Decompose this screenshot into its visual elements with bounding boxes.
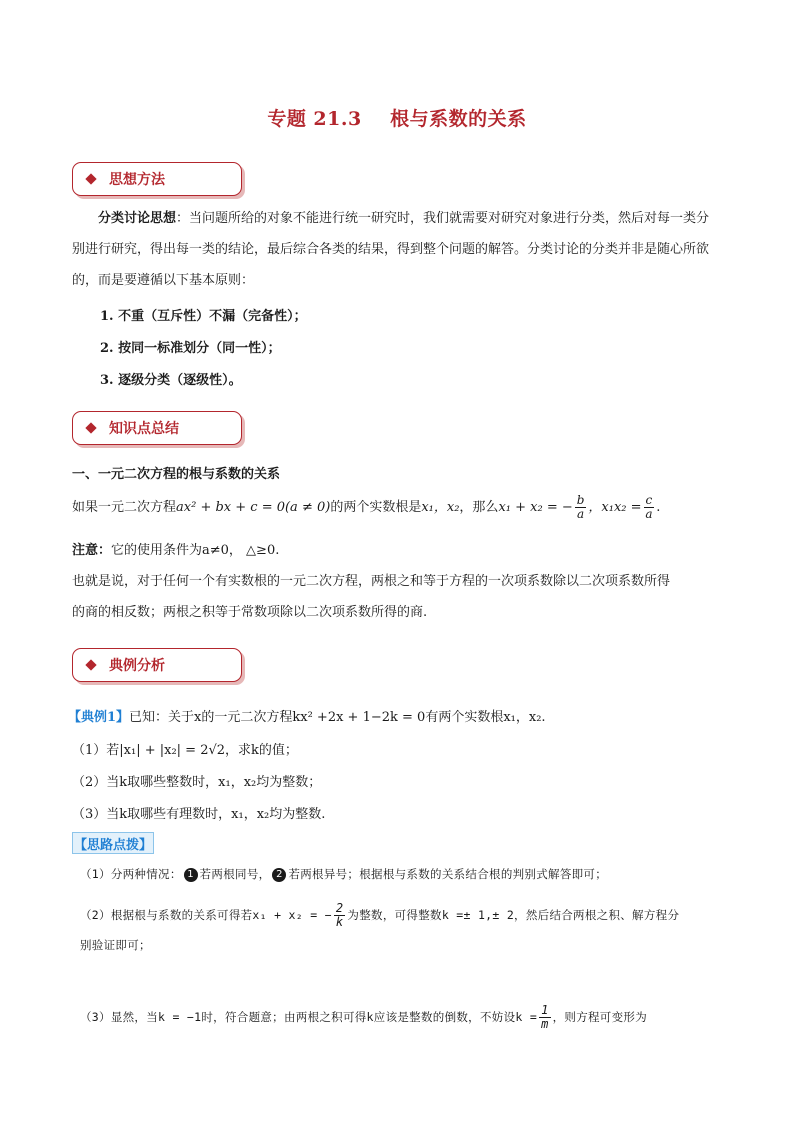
section-header-summary: [72, 411, 242, 445]
section-label: 典例分析: [109, 658, 165, 674]
principle-item: 2. 按同一标准划分（同一性）；: [100, 341, 281, 356]
fraction-numerator: 2: [335, 901, 344, 915]
hint-text: （3）显然，当k = −1时，符合题意；由两根之积可得k应该是整数的倒数，不妨设k =: [80, 1010, 538, 1024]
hint-line: [80, 902, 720, 929]
title-main: 根与系数的关系: [390, 108, 527, 130]
product-of-roots: ，x₁x₂ =: [588, 500, 642, 515]
fraction-1-over-m: [539, 1004, 551, 1031]
explanation-line: 也就是说，对于任何一个有实数根的一元二次方程，两根之和等于方程的一次项系数除以二次项系数所得: [72, 574, 671, 589]
diamond-icon: [85, 659, 96, 670]
fraction-denominator: a: [577, 507, 585, 521]
section-label: 知识点总结: [109, 421, 179, 437]
formula-then: ，那么: [459, 500, 499, 515]
summary-heading: 一、一元二次方程的根与系数的关系: [72, 467, 281, 482]
example-question: （2）当k取哪些整数时，x₁，x₂均为整数；: [72, 775, 322, 790]
fraction-numerator: b: [576, 493, 585, 507]
roots: x₁，x₂: [421, 500, 460, 515]
explanation-line: 的商的相反数；两根之积等于常数项除以二次项系数所得的商.: [72, 605, 428, 620]
hint-line: [80, 1004, 720, 1031]
circled-two-icon: 2: [272, 868, 286, 882]
example-stem: [68, 706, 546, 725]
note-label: 注意：: [72, 543, 112, 558]
principle-item: 1. 不重（互斥性）不漏（完备性）；: [100, 309, 307, 324]
hint-text: 若两根异号；根据根与系数的关系结合根的判别式解答即可；: [288, 867, 608, 881]
principle-item: 3. 逐级分类（逐级性）。: [100, 373, 242, 388]
example-question: （1）若|x₁| + |x₂| = 2√2，求k的值；: [72, 743, 298, 758]
methods-lead: 分类讨论思想: [98, 211, 177, 226]
section-header-methods: [72, 162, 242, 196]
sum-of-roots: x₁ + x₂ = −: [498, 500, 573, 515]
vieta-formula-line: 如果一元二次方程ax² + bx + c = 0(a ≠ 0)的两个实数根是x₁，x₂，那么x₁ + x₂ = − $\frac{b}{a}$ ，x₁x₂ = $\frac{c}{a}$ .: [72, 493, 661, 521]
hint-label: 【思路点拨】: [72, 832, 154, 854]
example-question: （3）当k取哪些有理数时，x₁，x₂均为整数.: [72, 807, 326, 822]
fraction-c-over-a: [644, 494, 655, 521]
diamond-icon: [85, 173, 96, 184]
formula-mid: 的两个实数根是: [330, 500, 422, 515]
methods-paragraph: [72, 203, 722, 296]
section-header-examples: [72, 648, 242, 682]
methods-body: ：当问题所给的对象不能进行统一研究时，我们就需要对研究对象进行分类，然后对每一类分别进行研究，得出每一类的结论，最后综合各类的结果，得到整个问题的解答。分类讨论的分类并非是随心所欲的，而是要遵循以下基本原则：: [72, 211, 710, 288]
diamond-icon: [85, 422, 96, 433]
hint-text: 为整数，可得整数k =± 1,± 2，然后结合两根之积、解方程分: [347, 908, 680, 922]
fraction-denominator: a: [645, 507, 653, 521]
page-title: [0, 104, 794, 131]
fraction-b-over-a: [575, 494, 587, 521]
fraction-numerator: c: [645, 493, 653, 507]
formula-prefix: 如果一元二次方程: [72, 500, 177, 515]
hint-text: 若两根同号，: [199, 867, 271, 881]
fraction-denominator: m: [541, 1017, 549, 1031]
fraction-2-over-k: [334, 902, 346, 929]
fraction-denominator: k: [335, 915, 344, 929]
quadratic-equation: ax² + bx + c = 0(a ≠ 0): [176, 500, 331, 515]
hint-line: [80, 866, 720, 882]
circled-one-icon: 1: [184, 868, 198, 882]
fraction-numerator: 1: [541, 1003, 549, 1017]
hint-text: （1）分两种情况：: [80, 867, 182, 881]
note-line: [72, 539, 279, 558]
title-prefix: 专题 21.3: [267, 108, 362, 130]
example-stem-text: 已知：关于x的一元二次方程kx² +2x + 1−2k = 0有两个实数根x₁，x₂.: [129, 710, 546, 725]
note-body: 它的使用条件为a≠0， △≥0.: [111, 543, 280, 558]
section-label: 思想方法: [109, 172, 165, 188]
example-tag: 【典例1】: [68, 710, 130, 725]
hint-line: 别验证即可；: [80, 938, 151, 952]
hint-text: ，则方程可变形为: [552, 1010, 647, 1024]
hint-text: （2）根据根与系数的关系可得若x₁ + x₂ = −: [80, 908, 332, 922]
